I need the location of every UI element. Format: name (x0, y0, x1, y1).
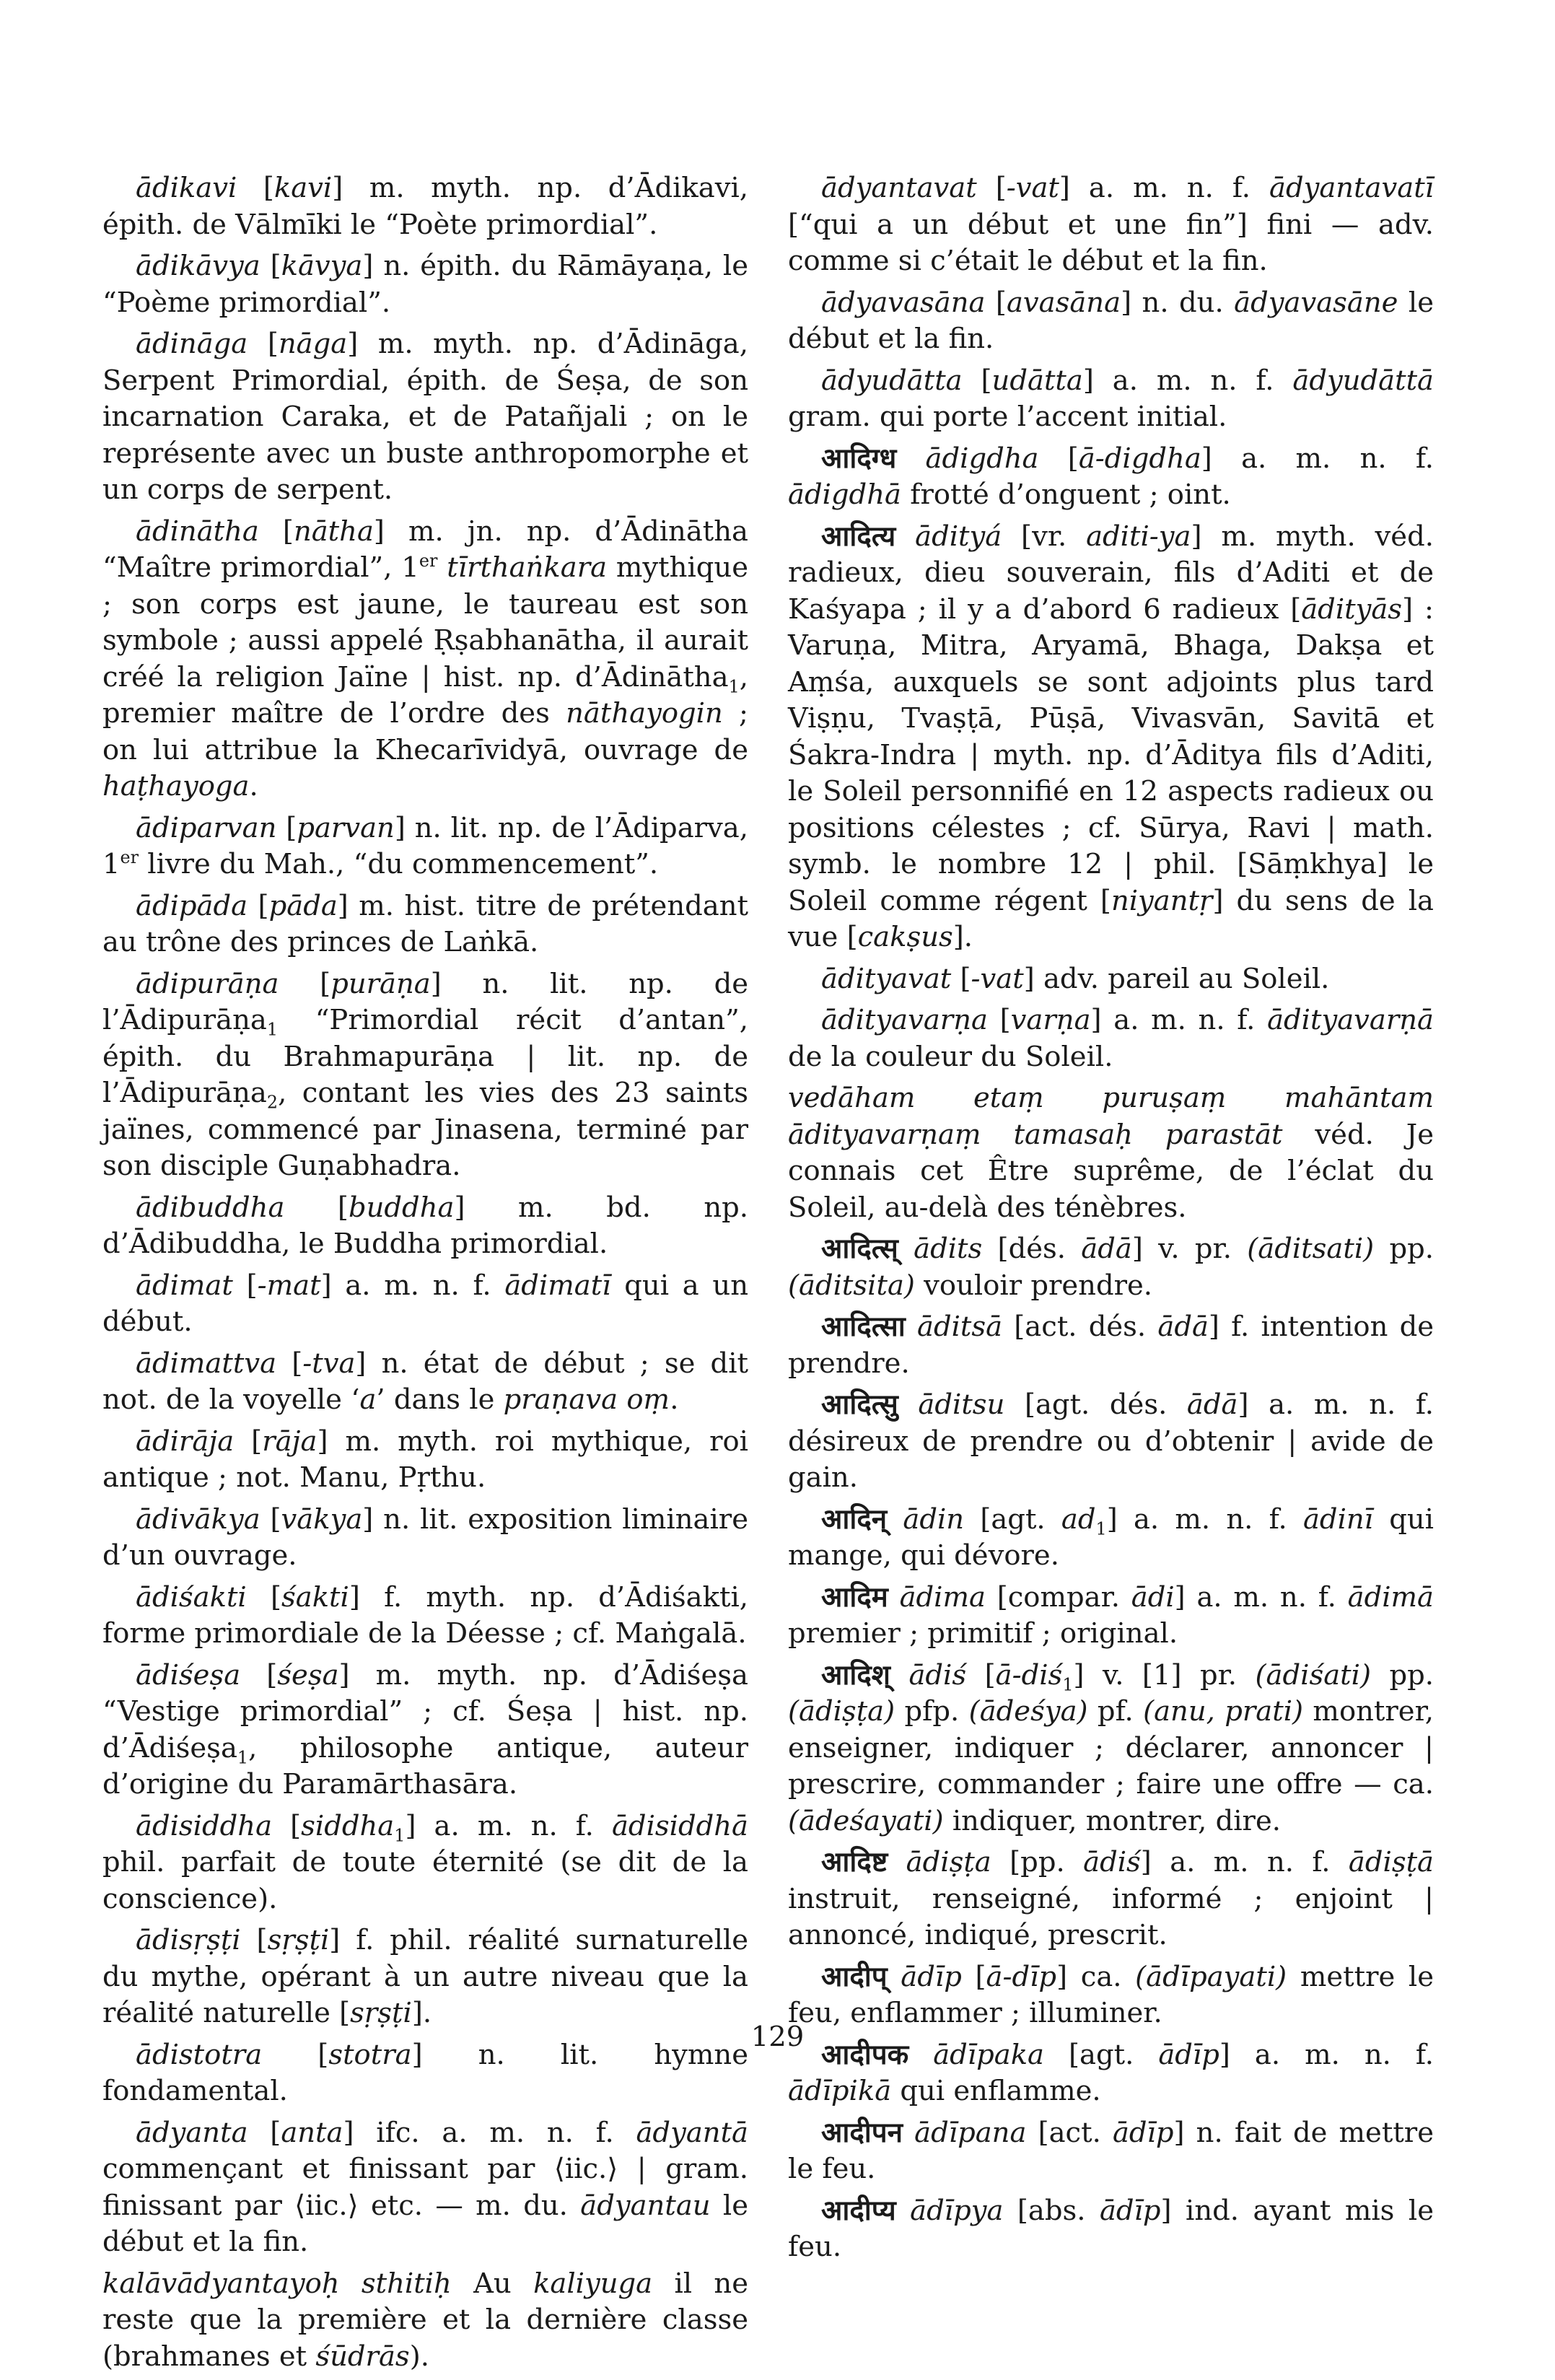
entry-text: montrer, enseigner, indiquer ; déclarer, annoncer | prescrire, commander ; faire une offre — ca. (788, 1695, 1434, 1801)
entry-text: “Primordial récit d’antan”, épith. du Brahmapurāṇa | lit. np. de l’Ādipurāṇa (102, 1004, 748, 1109)
devanagari-headword: आदित्सु (821, 1388, 898, 1421)
italic-text: ādīpikā (788, 2075, 892, 2107)
entry-text: [ (976, 172, 1007, 204)
entry-text: ]. (952, 921, 973, 953)
italic-text: (anu, prati) (1143, 1695, 1304, 1728)
italic-text: (ādeśya) (968, 1695, 1088, 1728)
italic-text: ādyantā (636, 2116, 748, 2149)
entry-text: véd. Je connais cet Être suprême, de l’éclat du Soleil, au-delà des ténèbres. (788, 1118, 1434, 1224)
devanagari-headword: आदिष्ट (821, 1846, 888, 1878)
italic-text: śakti (281, 1580, 349, 1614)
entry-text: ] adv. pareil au Soleil. (1023, 962, 1330, 995)
italic-text: ādā (1081, 1233, 1132, 1265)
entry-text: ] a. m. n. f. (1090, 1004, 1268, 1036)
entry-text: le début et la fin. (102, 2189, 748, 2258)
entry-text: pp. (1374, 1233, 1434, 1265)
entry-text: [ (234, 1425, 263, 1458)
entry-text: ; on lui attribue la Khecarīvidyā, ouvrage de (102, 697, 748, 766)
dictionary-entry (102, 1580, 748, 1653)
entry-text (888, 1581, 900, 1614)
entry-text: [compar. (985, 1580, 1131, 1614)
headword: ādityavarṇa (821, 1004, 988, 1036)
headword: ādirāja (136, 1425, 235, 1458)
italic-text: sṛṣṭi (350, 1997, 412, 2029)
devanagari-headword: आदीप्य (821, 2194, 896, 2227)
dictionary-entry (102, 888, 748, 961)
headword: ādipāda (136, 889, 248, 922)
headword: āditsu (918, 1388, 1005, 1421)
entry-text: [ (260, 250, 281, 282)
dictionary-entry (102, 810, 748, 883)
entry-text: [abs. (1003, 2194, 1100, 2227)
entry-text: [ (279, 967, 331, 1000)
italic-text: udātta (991, 364, 1083, 397)
entry-text: ] a. m. n. f. (1201, 442, 1434, 475)
italic-text: ādimā (1347, 1580, 1434, 1614)
italic-text: kavi (273, 172, 333, 204)
entry-text: ] a. m. n. f. (1219, 2038, 1434, 2071)
entry-text: , premier maître de l’ordre des (102, 660, 748, 730)
entry-text: [ (985, 286, 1007, 319)
italic-text: -vat (971, 962, 1024, 995)
entry-text (888, 1961, 901, 1993)
headword: ādīpya (910, 2194, 1004, 2227)
italic-text: stotra (328, 2038, 412, 2071)
entry-text: [ (276, 811, 297, 844)
entry-text: ] f. phil. réalité surnaturelle du mythe, opérant à un autre niveau que la réalité naturelle [ (102, 1924, 748, 2029)
italic-text: ādityavarṇā (1267, 1004, 1434, 1036)
entry-text: [vr. (1002, 520, 1087, 553)
italic-text: (ādiśati) (1255, 1658, 1371, 1692)
entry-text: [ (248, 2116, 281, 2149)
entry-text: ] a. m. n. f. (320, 1269, 505, 1302)
italic-text: ādiṣṭā (1348, 1846, 1434, 1878)
entry-text: ]. (411, 1997, 432, 2029)
entry-text: . (670, 1383, 679, 1416)
devanagari-headword: आदित्स् (821, 1233, 898, 1265)
dictionary-entry (102, 1922, 748, 2032)
italic-text: (āditsati) (1247, 1233, 1375, 1265)
italic-text: ā-diś (995, 1658, 1063, 1692)
entry-text: ] m. myth. np. d’Ādiśeṣa “Vestige primordial” ; cf. Śeṣa | hist. np. d’Ādiśeṣa (102, 1658, 748, 1764)
page-number: 129 (750, 2021, 805, 2053)
entry-text: phil. parfait de toute éternité (se dit de la conscience). (102, 1846, 748, 1915)
entry-text: [ (232, 1269, 258, 1302)
dictionary-entry (102, 1268, 748, 1341)
devanagari-headword: आदिम (821, 1580, 888, 1614)
italic-text: ādīp (1158, 2038, 1219, 2071)
entry-text: ] : Varuṇa, Mitra, Aryamā, Bhaga, Dakṣa et Aṃśa, auxquels se sont adjoints plus tard Viṣṇu, Tvaṣṭā, Pūṣā, Vivasvān, Savitā et Śakra-Indra | myth. np. d’Āditya fils d’Aditi, le Soleil personnifié en 12 aspects radieux ou positions célestes ; cf. Sūrya, Ravi | math. symb. le nombre 12 | phil. [Sāṃkhya] le Soleil comme régent [ (788, 592, 1434, 917)
dictionary-entry (788, 1658, 1434, 1840)
dictionary-entry (788, 1387, 1434, 1497)
entry-text: [ (246, 1580, 281, 1614)
dictionary-entry (788, 170, 1434, 280)
italic-text: kaliyuga (533, 2267, 653, 2300)
subscript: 1 (1062, 1674, 1074, 1695)
entry-text: pf. (1087, 1695, 1144, 1728)
italic-text: -tva (302, 1347, 356, 1380)
italic-text: -vat (1006, 172, 1059, 204)
entry-text: mythique ; son corps est jaune, le taureau est son symbole ; aussi appelé Ṛṣabhanātha, il aurait créé la religion Jaïne | hist. np. d’Ādinātha (102, 551, 748, 694)
headword: ādisṛṣṭi (136, 1924, 241, 1956)
entry-text: qui a un début. (102, 1269, 749, 1338)
italic-text: anta (281, 2116, 343, 2149)
devanagari-headword: आदिश् (821, 1658, 890, 1692)
entry-text: ] a. m. n. f. désireux de prendre ou d’obtenir | avide de gain. (788, 1388, 1434, 1494)
italic-text: vedāham etaṃ puruṣaṃ mahāntam ādityavarṇaṃ tamasaḥ parastāt (788, 1082, 1434, 1151)
italic-text: nāthayogin (566, 697, 723, 730)
entry-text: ] f. intention de prendre. (788, 1311, 1434, 1380)
entry-text: ] m. myth. np. d’Ādikavi, épith. de Vālmīki le “Poète primordial”. (102, 172, 748, 241)
entry-text: il ne reste que la première et la dernière classe (brahmanes et (102, 2267, 748, 2373)
italic-text: (ādiṣṭa) (788, 1695, 895, 1728)
devanagari-headword: आदीपन (821, 2116, 903, 2149)
entry-text: . (249, 770, 258, 802)
headword: ādityavat (821, 962, 952, 995)
entry-text: [ (258, 515, 294, 548)
entry-text: [ (276, 1347, 303, 1380)
entry-text: [ (248, 889, 269, 922)
entry-text: ] n. du. (1121, 286, 1235, 319)
entry-text: [ (240, 1658, 278, 1692)
italic-text: vākya (281, 1502, 363, 1536)
italic-text: śūdrās (315, 2340, 410, 2373)
entry-text (890, 1659, 909, 1692)
italic-text: ādimatī (504, 1269, 611, 1302)
entry-text: ] m. hist. titre de prétendant au trône des princes de Laṅkā. (102, 889, 749, 958)
italic-text: śeṣa (277, 1658, 339, 1692)
entry-text: ] m. bd. np. d’Ādibuddha, le Buddha primordial. (102, 1191, 749, 1260)
italic-text: ādā (1157, 1311, 1209, 1343)
entry-text: [dés. (982, 1233, 1082, 1265)
entry-text: livre du Mah., “du commencement”. (139, 848, 659, 880)
entry-text: Au (451, 2267, 534, 2300)
headword: ādibuddha (136, 1191, 285, 1224)
italic-text: varṇa (1010, 1004, 1091, 1036)
subscript: 1 (1095, 1518, 1107, 1539)
entry-text: [“qui a un début et une fin”] fini — adv. comme si c’était le début et la fin. (788, 208, 1434, 277)
dictionary-entry (102, 1424, 748, 1497)
italic-text: praṇava oṃ (503, 1383, 670, 1416)
headword: ādityá (915, 520, 1002, 553)
italic-text: ādityās (1301, 592, 1403, 626)
headword: ādyanta (136, 2116, 248, 2149)
dictionary-entry (788, 2115, 1434, 2188)
entry-text: [ (237, 172, 274, 204)
entry-text: ] v. [1] pr. (1073, 1658, 1256, 1692)
dictionary-entry (102, 1346, 748, 1419)
entry-text: gram. qui porte l’accent initial. (788, 401, 1227, 433)
entry-text: ] a. m. n. f. (1059, 172, 1269, 204)
italic-text: haṭhayoga (102, 770, 250, 802)
dictionary-entry (102, 966, 748, 1185)
entry-text: [ (262, 2038, 329, 2071)
entry-text: instruit, renseigné, informé ; enjoint | annoncé, indiqué, prescrit. (788, 1882, 1434, 1951)
entry-text (895, 520, 915, 553)
headword: ādiparvan (136, 811, 277, 844)
entry-text: [agt. (964, 1502, 1061, 1536)
italic-text: ādyantau (580, 2189, 711, 2222)
italic-text: nāga (278, 328, 348, 360)
dictionary-entry (788, 363, 1434, 436)
headword: ādyavasāna (821, 286, 986, 319)
entry-text: [ (272, 1809, 302, 1842)
entry-text: ] n. lit. np. de l’Ādiparva, 1 (102, 811, 748, 880)
entry-text: [ (962, 364, 992, 397)
entry-text (898, 1233, 914, 1265)
italic-text: ādigdhā (788, 478, 901, 511)
italic-text: avasāna (1006, 286, 1121, 319)
headword: ādiśeṣa (136, 1658, 241, 1692)
italic-text: rāja (262, 1425, 317, 1458)
dictionary-entry (788, 441, 1434, 514)
italic-text: ad (1061, 1502, 1096, 1536)
entry-text: ] a. m. n. f. (1106, 1502, 1303, 1536)
entry-text: frotté d’onguent ; oint. (901, 478, 1231, 511)
headword: ādin (903, 1502, 965, 1536)
italic-text: ādinī (1302, 1502, 1373, 1536)
entry-text: [ (966, 1658, 996, 1692)
headword: ādiṣṭa (906, 1846, 991, 1878)
dictionary-entry (102, 2115, 748, 2261)
entry-text: commençant et finissant par ⟨iic.⟩ | gram. finissant par ⟨iic.⟩ etc. — m. du. (102, 2153, 748, 2222)
subscript: 2 (266, 1092, 279, 1113)
italic-text: ādi (1131, 1580, 1175, 1614)
headword: ādinātha (136, 515, 259, 548)
dictionary-entry (102, 326, 748, 509)
headword: ādināga (136, 328, 248, 360)
devanagari-headword: आदिन् (821, 1502, 888, 1536)
entry-text: [agt. dés. (1004, 1388, 1187, 1421)
entry-text: , philosophe antique, auteur d’origine du Paramārthasāra. (102, 1731, 748, 1801)
headword: ādimattva (136, 1347, 277, 1380)
superscript: er (419, 551, 438, 572)
entry-text (898, 1388, 919, 1421)
dictionary-entry (102, 248, 748, 321)
devanagari-headword: आदित्सा (821, 1311, 906, 1343)
devanagari-headword: आदीपक (821, 2038, 909, 2071)
italic-text: ādā (1186, 1388, 1238, 1421)
entry-text: ] a. m. n. f. (1174, 1580, 1348, 1614)
italic-text: nātha (293, 515, 374, 548)
italic-text: ādisiddhā (611, 1809, 748, 1842)
headword: ādisiddha (136, 1809, 273, 1842)
entry-text: [ (951, 962, 971, 995)
italic-text: (ādīpayati) (1135, 1960, 1287, 1993)
italic-text: ādyantavatī (1269, 172, 1434, 204)
headword: ādiś (908, 1658, 967, 1692)
italic-text: ā-digdha (1078, 442, 1201, 475)
entry-text: ’ dans le (376, 1383, 504, 1416)
entry-text: [ (260, 1502, 281, 1536)
entry-text: [ (961, 1960, 986, 1993)
dictionary-entry (788, 961, 1434, 998)
entry-text: premier ; primitif ; original. (788, 1617, 1178, 1650)
entry-text: [ (1038, 442, 1079, 475)
entry-text: ] m. myth. véd. radieux, dieu souverain, fils d’Aditi et de Kaśyapa ; il y a d’abord 6 radieux [ (788, 520, 1434, 626)
headword: ādivākya (136, 1502, 260, 1536)
entry-text: ] du sens de la vue [ (788, 884, 1434, 953)
subscript: 1 (237, 1747, 249, 1768)
entry-text: ] m. myth. roi mythique, roi antique ; not. Manu, Pṛthu. (102, 1425, 748, 1494)
headword: ādimat (136, 1269, 233, 1302)
entry-text (896, 442, 925, 475)
subscript: 1 (728, 676, 740, 697)
entry-text: ] ifc. a. m. n. f. (343, 2116, 636, 2149)
headword: ādima (899, 1580, 986, 1614)
entry-text: qui enflamme. (891, 2075, 1101, 2107)
dictionary-entry (788, 1231, 1434, 1304)
entry-text: [pp. (991, 1846, 1084, 1878)
italic-text: kalāvādyantayoḥ sthitiḥ (102, 2267, 452, 2300)
entry-text (903, 2117, 914, 2149)
headword: ādikavi (136, 172, 237, 204)
italic-text: siddha (301, 1809, 395, 1842)
entry-text: le début et la fin. (788, 286, 1434, 355)
headword: ādīpana (914, 2116, 1027, 2149)
entry-text: [ (240, 1924, 268, 1956)
italic-text: tīrthaṅkara (447, 551, 608, 584)
italic-text: aditi-ya (1086, 520, 1191, 553)
entry-text: , contant les vies des 23 saints jaïnes, commencé par Jinasena, terminé par son disciple Guṇabhadra. (102, 1077, 748, 1182)
dictionary-entry (102, 170, 748, 243)
headword: ādyantavat (821, 172, 977, 204)
entry-text: ] n. état de début ; se dit not. de la voyelle ‘ (102, 1347, 748, 1416)
italic-text: pāda (268, 889, 338, 922)
italic-text: buddha (348, 1191, 455, 1224)
devanagari-headword: आदिग्ध (821, 442, 897, 475)
dictionary-entry (102, 1502, 748, 1575)
entry-text: ] n. fait de mettre le feu. (788, 2116, 1434, 2185)
entry-text: [agt. (1044, 2038, 1159, 2071)
entry-text: mettre le feu, enflammer ; illuminer. (788, 1960, 1434, 2029)
entry-text: qui mange, qui dévore. (788, 1502, 1434, 1572)
italic-text: sṛṣṭi (267, 1924, 330, 1956)
entry-text: [act. (1026, 2116, 1113, 2149)
entry-text: ] n. lit. exposition liminaire d’un ouvrage. (102, 1502, 748, 1572)
headword: ādīpaka (933, 2038, 1044, 2071)
entry-text: indiquer, montrer, dire. (943, 1804, 1281, 1837)
headword: ādyudātta (821, 364, 963, 397)
dictionary-entry (102, 514, 748, 805)
italic-text: ādyavasāne (1234, 286, 1398, 319)
dictionary-entry (788, 2193, 1434, 2266)
entry-text: de la couleur du Soleil. (788, 1040, 1113, 1073)
entry-text: pfp. (895, 1695, 969, 1728)
dictionary-entry (102, 1658, 748, 1803)
entry-text: ] v. pr. (1131, 1233, 1248, 1265)
italic-text: ādyudāttā (1292, 364, 1434, 397)
entry-text: ] n. épith. du Rāmāyaṇa, le “Poème primordial”. (102, 250, 749, 319)
dictionary-entry (788, 519, 1434, 956)
italic-text: kāvya (281, 250, 363, 282)
headword: ādistotra (136, 2038, 263, 2071)
entry-text: [ (284, 1191, 349, 1224)
headword: ādipurāṇa (136, 967, 279, 1000)
devanagari-headword: आदीप् (821, 1960, 888, 1993)
entry-text: ] a. m. n. f. (1082, 364, 1293, 397)
right-column (788, 170, 1434, 2271)
italic-text: (āditsita) (788, 1269, 915, 1302)
entry-text: pp. (1370, 1658, 1434, 1692)
example-citation (102, 2266, 748, 2376)
italic-text: niyantṛ (1111, 884, 1213, 917)
subscript: 1 (394, 1825, 406, 1846)
italic-text: cakṣus (857, 921, 953, 953)
italic-text: a (359, 1383, 377, 1416)
entry-text (906, 1311, 917, 1343)
dictionary-entry (788, 1580, 1434, 1653)
entry-text (896, 2195, 910, 2227)
entry-text (437, 551, 447, 584)
headword: ādiśakti (136, 1580, 247, 1614)
entry-text: ] f. myth. np. d’Ādiśakti, forme primordiale de la Déesse ; cf. Maṅgalā. (102, 1580, 748, 1650)
italic-text: (ādeśayati) (788, 1804, 944, 1837)
entry-text: ] ind. ayant mis le feu. (788, 2194, 1434, 2263)
entry-text: ] n. lit. hymne fondamental. (102, 2038, 748, 2107)
dictionary-entry (788, 1309, 1434, 1382)
headword: ādikāvya (136, 250, 260, 282)
entry-text: [ (248, 328, 279, 360)
headword: ādits (914, 1233, 983, 1265)
entry-text: ] n. lit. np. de l’Ādipurāṇa (102, 967, 749, 1036)
entry-text (888, 1846, 906, 1878)
superscript: er (120, 847, 139, 868)
italic-text: purāṇa (330, 967, 431, 1000)
entry-text: ] a. m. n. f. (405, 1809, 612, 1842)
headword: ādigdha (925, 442, 1039, 475)
headword: āditsā (916, 1311, 1003, 1343)
entry-text: [ (987, 1004, 1011, 1036)
dictionary-entry (788, 1502, 1434, 1575)
entry-text (887, 1503, 903, 1536)
dictionary-entry (102, 1808, 748, 1918)
devanagari-headword: आदित्य (821, 520, 896, 553)
entry-text: ] a. m. n. f. (1140, 1846, 1349, 1878)
entry-text: ] ca. (1056, 1960, 1136, 1993)
dictionary-entry (788, 285, 1434, 358)
entry-text: [act. dés. (1002, 1311, 1158, 1343)
dictionary-entry (788, 1845, 1434, 1954)
entry-text: ] m. myth. np. d’Ādināga, Serpent Primordial, épith. de Śeṣa, de son incarnation Caraka, et de Patañjali ; on le représente avec un buste anthropomorphe et un corps de serpent. (102, 328, 748, 506)
dictionary-entry (788, 1002, 1434, 1075)
entry-text: ] m. jn. np. d’Ādinātha “Maître primordial”, 1 (102, 515, 749, 584)
italic-text: ādīp (1112, 2116, 1174, 2149)
subscript: 1 (266, 1019, 279, 1040)
italic-text: parvan (297, 811, 395, 844)
example-citation (788, 1080, 1434, 1226)
dictionary-entry (102, 1190, 748, 1263)
italic-text: -mat (257, 1269, 321, 1302)
entry-text: ). (409, 2340, 429, 2373)
entry-text: vouloir prendre. (914, 1269, 1153, 1302)
headword: ādīp (901, 1960, 962, 1993)
italic-text: ādiś (1083, 1846, 1141, 1878)
italic-text: ā-dīp (986, 1960, 1057, 1993)
italic-text: ādīp (1099, 2194, 1161, 2227)
